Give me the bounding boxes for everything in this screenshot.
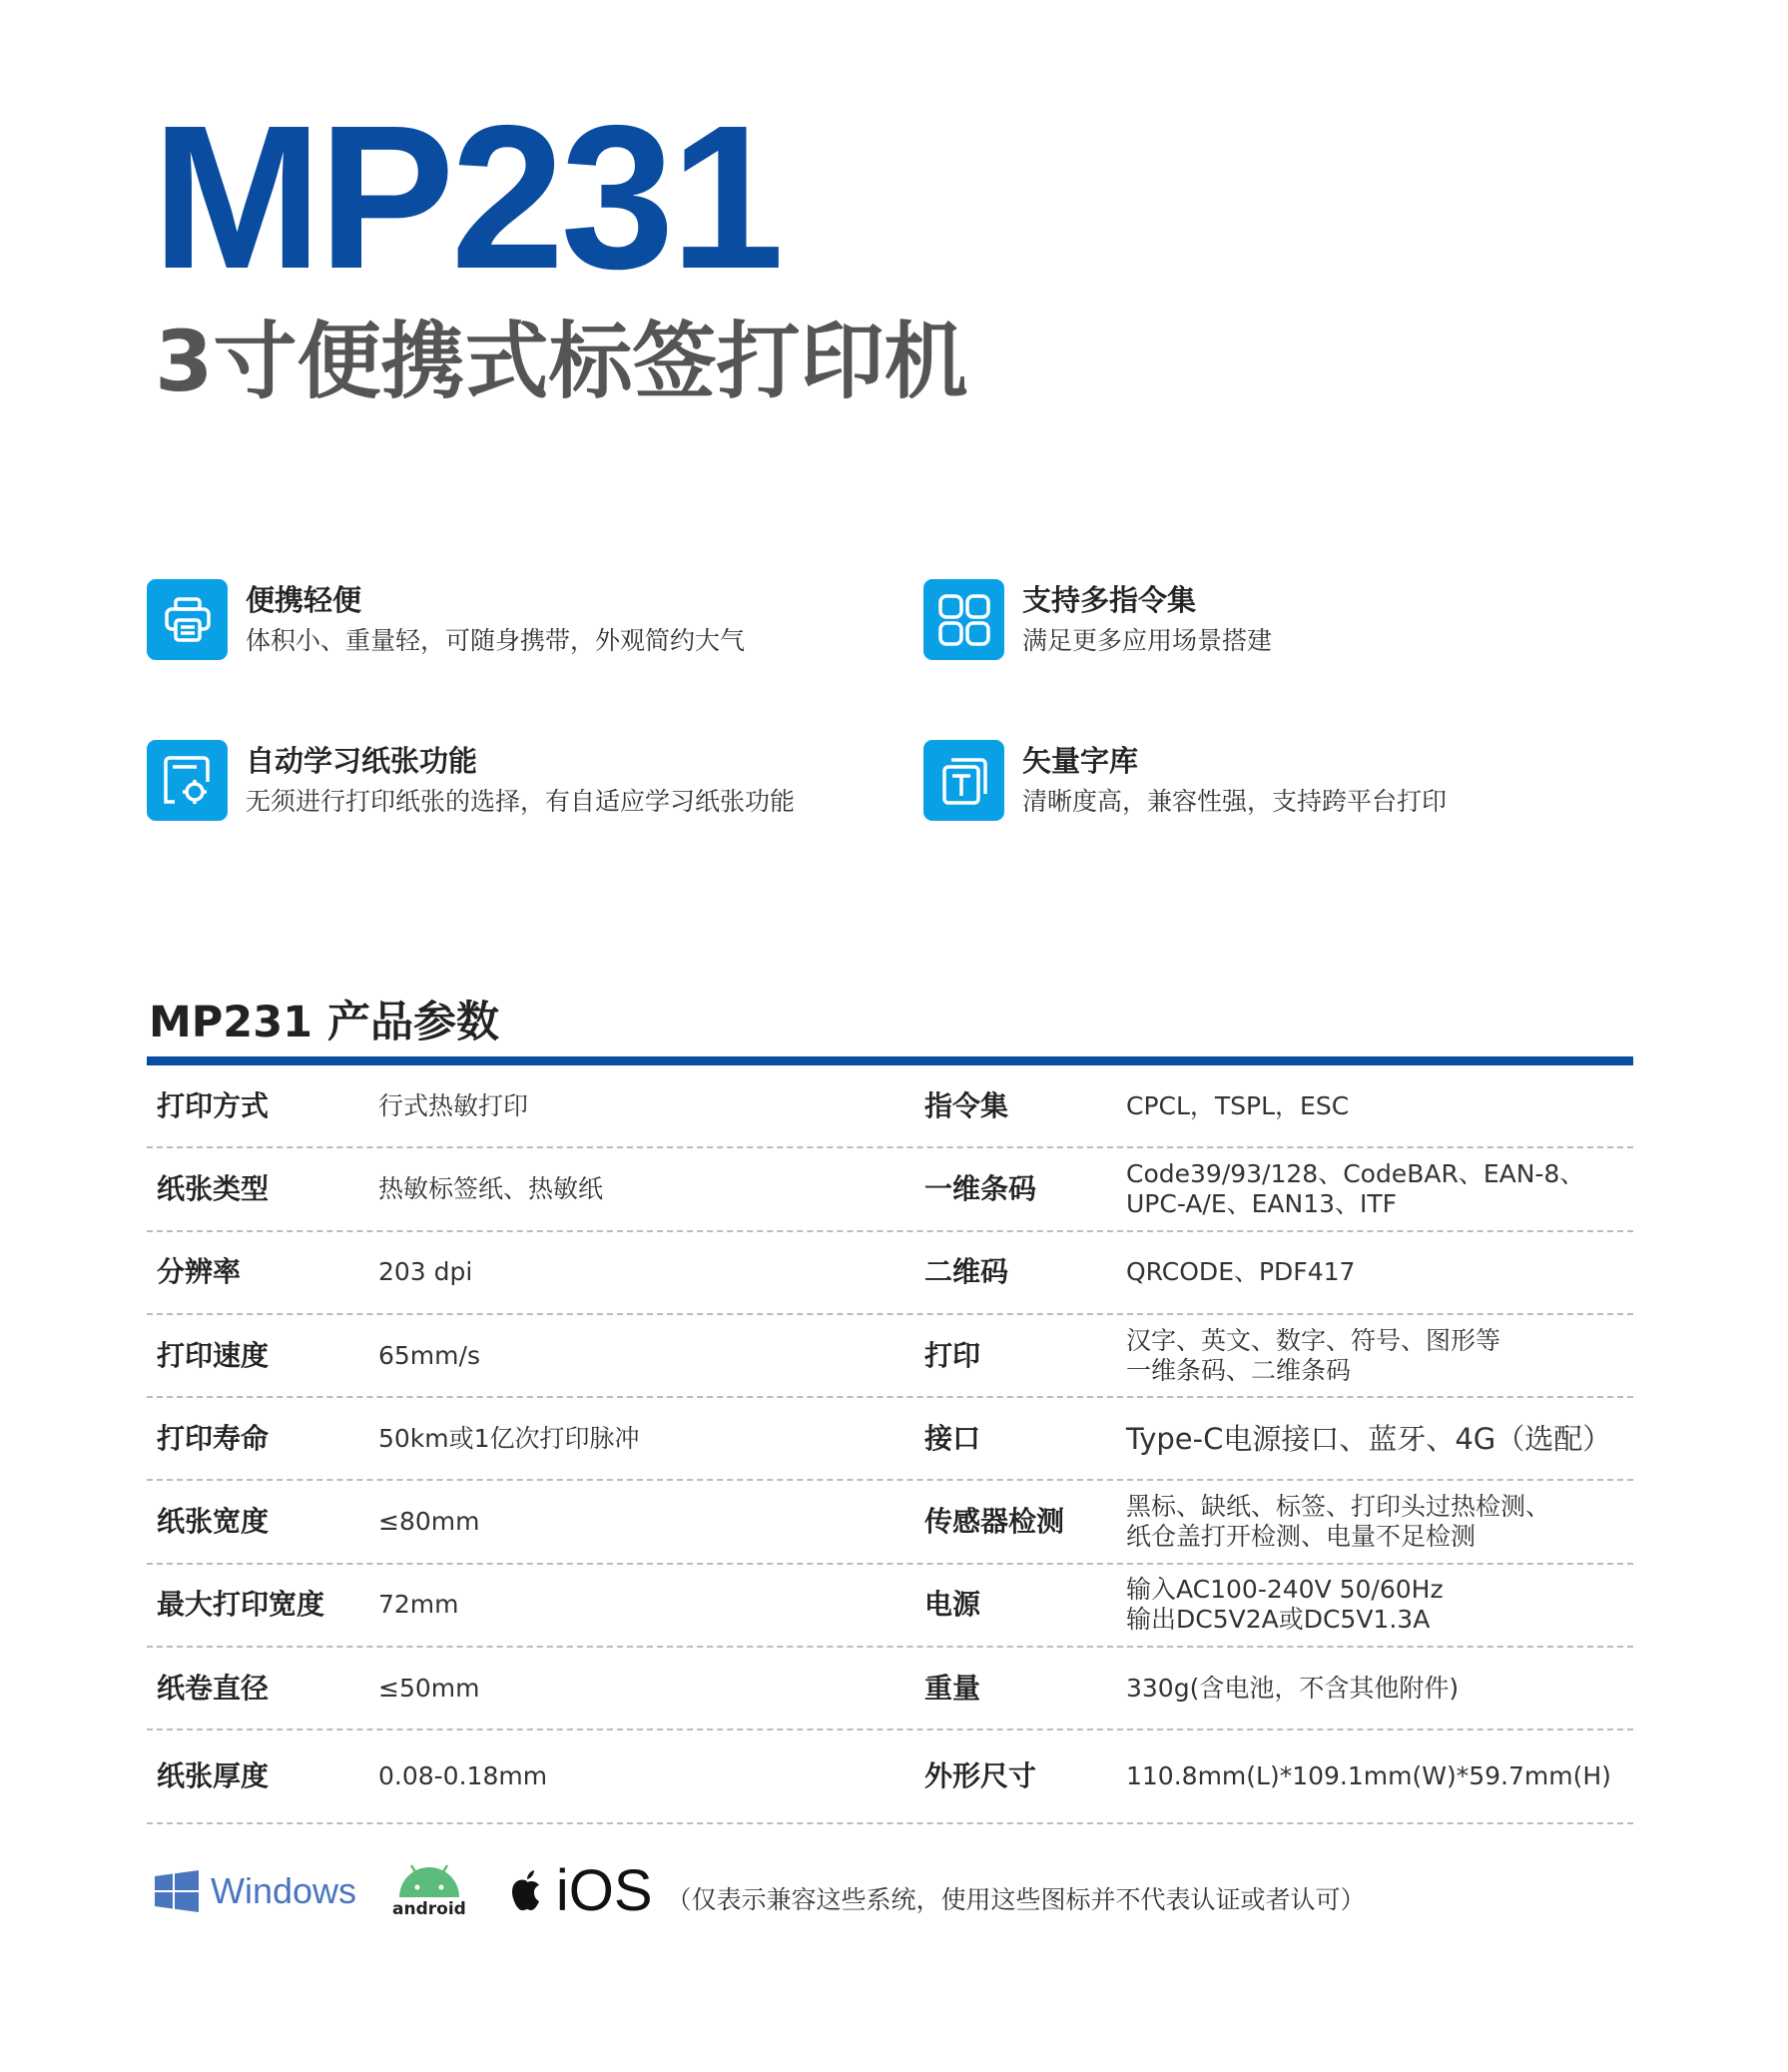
spec-value: ≤50mm (378, 1673, 480, 1703)
feature-desc: 清晰度高，兼容性强，支持跨平台打印 (1022, 787, 1448, 816)
spec-label: 纸卷直径 (157, 1671, 270, 1705)
apple-icon (508, 1869, 546, 1913)
ios-logo (508, 1857, 653, 1924)
spec-label: 纸张类型 (157, 1171, 270, 1205)
spec-value: 50km或1亿次打印脉冲 (378, 1423, 640, 1453)
spec-value: 0.08-0.18mm (378, 1761, 548, 1791)
printer-icon (147, 579, 228, 660)
spec-row (147, 1148, 1633, 1231)
spec-value: ≤80mm (378, 1507, 480, 1537)
spec-value: 行式热敏打印 (378, 1090, 529, 1120)
spec-label: 一维条码 (924, 1171, 1037, 1205)
spec-value: 203 dpi (378, 1257, 473, 1287)
specs-title: MP231 产品参数 (149, 998, 500, 1047)
grid-icon (923, 579, 1004, 660)
product-title: MP231 (152, 83, 781, 312)
spec-value: 330g(含电池，不含其他附件) (1126, 1673, 1460, 1703)
android-icon (396, 1863, 462, 1899)
feature-title: 便携轻便 (246, 583, 362, 617)
specs-table (147, 1065, 1633, 1824)
spec-label: 打印速度 (157, 1338, 270, 1372)
spec-value: Type-C电源接口、蓝牙、4G（选配） (1126, 1421, 1612, 1456)
spec-label: 分辨率 (157, 1255, 242, 1289)
feature-desc: 无须进行打印纸张的选择，有自适应学习纸张功能 (246, 787, 796, 816)
product-subtitle: 3寸便携式标签打印机 (155, 313, 968, 410)
spec-label: 电源 (924, 1588, 981, 1622)
spec-value: 热敏标签纸、热敏纸 (378, 1173, 604, 1203)
font-library-icon (923, 740, 1004, 821)
feature-desc: 满足更多应用场景搭建 (1022, 626, 1273, 655)
compatibility-note: （仅表示兼容这些系统，使用这些图标并不代表认证或者认可） (666, 1884, 1366, 1914)
spec-label: 最大打印宽度 (157, 1588, 325, 1622)
spec-value: 65mm/s (378, 1340, 480, 1370)
windows-label: Windows (211, 1869, 357, 1911)
spec-label: 传感器检测 (924, 1505, 1065, 1539)
spec-label: 纸张宽度 (157, 1505, 270, 1539)
spec-value: 黑标、缺纸、标签、打印头过热检测、 纸仓盖打开检测、电量不足检测 (1126, 1492, 1551, 1552)
spec-row (147, 1730, 1633, 1824)
ios-label: iOS (555, 1858, 653, 1923)
spec-row (147, 1481, 1633, 1564)
spec-value: 110.8mm(L)*109.1mm(W)*59.7mm(H) (1126, 1761, 1611, 1791)
feature-portable (147, 579, 745, 661)
windows-icon (155, 1870, 199, 1912)
spec-row (147, 1315, 1633, 1398)
feature-auto-learn (147, 740, 795, 822)
spec-label: 打印 (924, 1338, 981, 1372)
spec-label: 纸张厚度 (157, 1759, 270, 1793)
android-logo (392, 1863, 466, 1919)
auto-learn-icon (147, 740, 228, 821)
spec-value: 汉字、英文、数字、符号、图形等 一维条码、二维条码 (1126, 1325, 1501, 1385)
spec-row (147, 1565, 1633, 1648)
spec-row (147, 1398, 1633, 1481)
feature-vector-font (923, 740, 1447, 822)
android-label: android (392, 1898, 466, 1919)
feature-instruction-sets (923, 579, 1272, 661)
spec-value: QRCODE、PDF417 (1126, 1257, 1356, 1287)
os-compatibility (155, 1857, 1366, 1924)
spec-value: 输入AC100-240V 50/60Hz 输出DC5V2A或DC5V1.3A (1126, 1575, 1444, 1635)
spec-row (147, 1232, 1633, 1315)
spec-row (147, 1065, 1633, 1148)
spec-label: 重量 (924, 1671, 981, 1705)
feature-title: 矢量字库 (1022, 744, 1139, 778)
spec-label: 打印方式 (157, 1088, 270, 1122)
spec-value: Code39/93/128、CodeBAR、EAN-8、 UPC-A/E、EAN13、ITF (1126, 1158, 1585, 1218)
specs-divider (147, 1056, 1633, 1065)
spec-label: 外形尺寸 (924, 1759, 1037, 1793)
windows-logo (155, 1870, 356, 1912)
spec-label: 打印寿命 (157, 1421, 270, 1455)
spec-label: 接口 (924, 1421, 981, 1455)
spec-value: 72mm (378, 1590, 459, 1620)
spec-row (147, 1648, 1633, 1730)
feature-desc: 体积小、重量轻，可随身携带，外观简约大气 (246, 626, 746, 655)
feature-title: 支持多指令集 (1022, 583, 1197, 617)
spec-label: 指令集 (924, 1088, 1009, 1122)
spec-label: 二维码 (924, 1255, 1009, 1289)
spec-value: CPCL，TSPL，ESC (1126, 1090, 1350, 1120)
feature-title: 自动学习纸张功能 (246, 744, 478, 778)
